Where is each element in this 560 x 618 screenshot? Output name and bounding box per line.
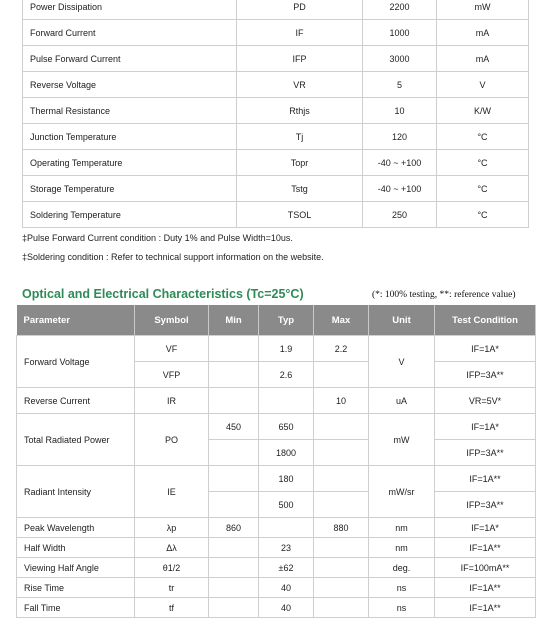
abs-unit: mW xyxy=(437,0,529,20)
abs-unit: mA xyxy=(437,46,529,72)
condition-cell: IF=1A** xyxy=(435,538,536,558)
abs-param: Power Dissipation xyxy=(23,0,237,20)
abs-param: Junction Temperature xyxy=(23,124,237,150)
typ-cell: 40 xyxy=(259,598,314,618)
unit-cell: V xyxy=(369,336,435,388)
typ-cell: 650 xyxy=(259,414,314,440)
symbol-cell: IR xyxy=(135,388,209,414)
condition-cell: IF=100mA** xyxy=(435,558,536,578)
condition-cell: IF=1A* xyxy=(435,414,536,440)
typ-cell: 23 xyxy=(259,538,314,558)
abs-unit: V xyxy=(437,72,529,98)
note-soldering: ‡Soldering condition : Refer to technical support information on the website. xyxy=(22,252,324,262)
param-cell: Viewing Half Angle xyxy=(17,558,135,578)
max-cell xyxy=(314,598,369,618)
max-cell xyxy=(314,578,369,598)
unit-cell: deg. xyxy=(369,558,435,578)
unit-cell: nm xyxy=(369,518,435,538)
abs-symbol: IFP xyxy=(237,46,363,72)
table-row xyxy=(17,578,536,598)
absolute-ratings-table xyxy=(22,0,529,228)
condition-cell: VR=5V* xyxy=(435,388,536,414)
abs-row xyxy=(23,98,529,124)
note-pulse-current: ‡Pulse Forward Current condition : Duty 1% and Pulse Width=10us. xyxy=(22,233,293,243)
header-unit: Unit xyxy=(369,305,435,336)
max-cell xyxy=(314,558,369,578)
min-cell xyxy=(209,466,259,492)
table-row xyxy=(17,518,536,538)
typ-cell: 1.9 xyxy=(259,336,314,362)
min-cell xyxy=(209,598,259,618)
condition-cell: IF=1A** xyxy=(435,578,536,598)
abs-symbol: Rthjs xyxy=(237,98,363,124)
abs-value: 2200 xyxy=(363,0,437,20)
abs-row xyxy=(23,46,529,72)
abs-symbol: Tj xyxy=(237,124,363,150)
symbol-cell: VF xyxy=(135,336,209,362)
abs-row xyxy=(23,0,529,20)
condition-cell: IFP=3A** xyxy=(435,440,536,466)
header-symbol: Symbol xyxy=(135,305,209,336)
min-cell xyxy=(209,558,259,578)
symbol-cell: λp xyxy=(135,518,209,538)
abs-unit: °C xyxy=(437,176,529,202)
abs-row xyxy=(23,72,529,98)
table-row xyxy=(17,466,536,492)
max-cell xyxy=(314,362,369,388)
typ-cell xyxy=(259,388,314,414)
abs-row xyxy=(23,124,529,150)
table-row xyxy=(17,538,536,558)
max-cell xyxy=(314,492,369,518)
symbol-cell: VFP xyxy=(135,362,209,388)
min-cell xyxy=(209,336,259,362)
abs-symbol: Topr xyxy=(237,150,363,176)
max-cell xyxy=(314,466,369,492)
header-row xyxy=(17,305,536,336)
typ-cell xyxy=(259,518,314,538)
param-cell: Rise Time xyxy=(17,578,135,598)
abs-value: 5 xyxy=(363,72,437,98)
min-cell xyxy=(209,362,259,388)
max-cell: 880 xyxy=(314,518,369,538)
param-total-radiated-power: Total Radiated Power xyxy=(17,414,135,466)
min-cell xyxy=(209,388,259,414)
abs-unit: °C xyxy=(437,124,529,150)
abs-param: Reverse Voltage xyxy=(23,72,237,98)
abs-param: Forward Current xyxy=(23,20,237,46)
min-cell: 860 xyxy=(209,518,259,538)
max-cell xyxy=(314,414,369,440)
param-cell: Fall Time xyxy=(17,598,135,618)
unit-cell: mW xyxy=(369,414,435,466)
header-typ: Typ xyxy=(259,305,314,336)
unit-cell: nm xyxy=(369,538,435,558)
abs-value: 1000 xyxy=(363,20,437,46)
header-min: Min xyxy=(209,305,259,336)
min-cell xyxy=(209,538,259,558)
absolute-ratings-body xyxy=(23,0,529,228)
table-row xyxy=(17,336,536,362)
param-cell: Peak Wavelength xyxy=(17,518,135,538)
table-row xyxy=(17,414,536,440)
typ-cell: ±62 xyxy=(259,558,314,578)
abs-param: Operating Temperature xyxy=(23,150,237,176)
table-row xyxy=(17,388,536,414)
condition-cell: IF=1A* xyxy=(435,336,536,362)
symbol-cell: PO xyxy=(135,414,209,466)
param-reverse-current: Reverse Current xyxy=(17,388,135,414)
param-cell: Half Width xyxy=(17,538,135,558)
unit-cell: uA xyxy=(369,388,435,414)
abs-symbol: IF xyxy=(237,20,363,46)
header-condition: Test Condition xyxy=(435,305,536,336)
abs-unit: °C xyxy=(437,202,529,228)
condition-cell: IFP=3A** xyxy=(435,492,536,518)
optical-electrical-table xyxy=(16,305,536,618)
symbol-cell: θ1/2 xyxy=(135,558,209,578)
symbol-cell: tr xyxy=(135,578,209,598)
condition-cell: IF=1A** xyxy=(435,598,536,618)
min-cell xyxy=(209,578,259,598)
min-cell xyxy=(209,440,259,466)
param-radiant-intensity: Radiant Intensity xyxy=(17,466,135,518)
abs-row xyxy=(23,176,529,202)
abs-unit: K/W xyxy=(437,98,529,124)
section-note: (*: 100% testing, **: reference value) xyxy=(372,290,516,300)
abs-param: Thermal Resistance xyxy=(23,98,237,124)
symbol-cell: Δλ xyxy=(135,538,209,558)
abs-param: Pulse Forward Current xyxy=(23,46,237,72)
table-row xyxy=(17,558,536,578)
abs-value: 3000 xyxy=(363,46,437,72)
section-title: Optical and Electrical Characteristics (Tc=25°C) xyxy=(22,287,304,301)
max-cell: 2.2 xyxy=(314,336,369,362)
max-cell: 10 xyxy=(314,388,369,414)
max-cell xyxy=(314,538,369,558)
unit-cell: mW/sr xyxy=(369,466,435,518)
abs-param: Storage Temperature xyxy=(23,176,237,202)
abs-symbol: PD xyxy=(237,0,363,20)
abs-symbol: VR xyxy=(237,72,363,98)
typ-cell: 2.6 xyxy=(259,362,314,388)
abs-symbol: TSOL xyxy=(237,202,363,228)
condition-cell: IF=1A** xyxy=(435,466,536,492)
abs-row xyxy=(23,150,529,176)
abs-unit: mA xyxy=(437,20,529,46)
condition-cell: IF=1A* xyxy=(435,518,536,538)
abs-row xyxy=(23,202,529,228)
typ-cell: 40 xyxy=(259,578,314,598)
min-cell: 450 xyxy=(209,414,259,440)
header-parameter: Parameter xyxy=(17,305,135,336)
condition-cell: IFP=3A** xyxy=(435,362,536,388)
abs-value: 10 xyxy=(363,98,437,124)
unit-cell: ns xyxy=(369,578,435,598)
abs-row xyxy=(23,20,529,46)
symbol-cell: tf xyxy=(135,598,209,618)
abs-unit: °C xyxy=(437,150,529,176)
min-cell xyxy=(209,492,259,518)
abs-value: -40 ~ +100 xyxy=(363,176,437,202)
typ-cell: 180 xyxy=(259,466,314,492)
typ-cell: 1800 xyxy=(259,440,314,466)
max-cell xyxy=(314,440,369,466)
abs-value: -40 ~ +100 xyxy=(363,150,437,176)
header-max: Max xyxy=(314,305,369,336)
param-forward-voltage: Forward Voltage xyxy=(17,336,135,388)
typ-cell: 500 xyxy=(259,492,314,518)
table-row xyxy=(17,598,536,618)
abs-value: 120 xyxy=(363,124,437,150)
symbol-cell: IE xyxy=(135,466,209,518)
unit-cell: ns xyxy=(369,598,435,618)
abs-param: Soldering Temperature xyxy=(23,202,237,228)
abs-value: 250 xyxy=(363,202,437,228)
abs-symbol: Tstg xyxy=(237,176,363,202)
